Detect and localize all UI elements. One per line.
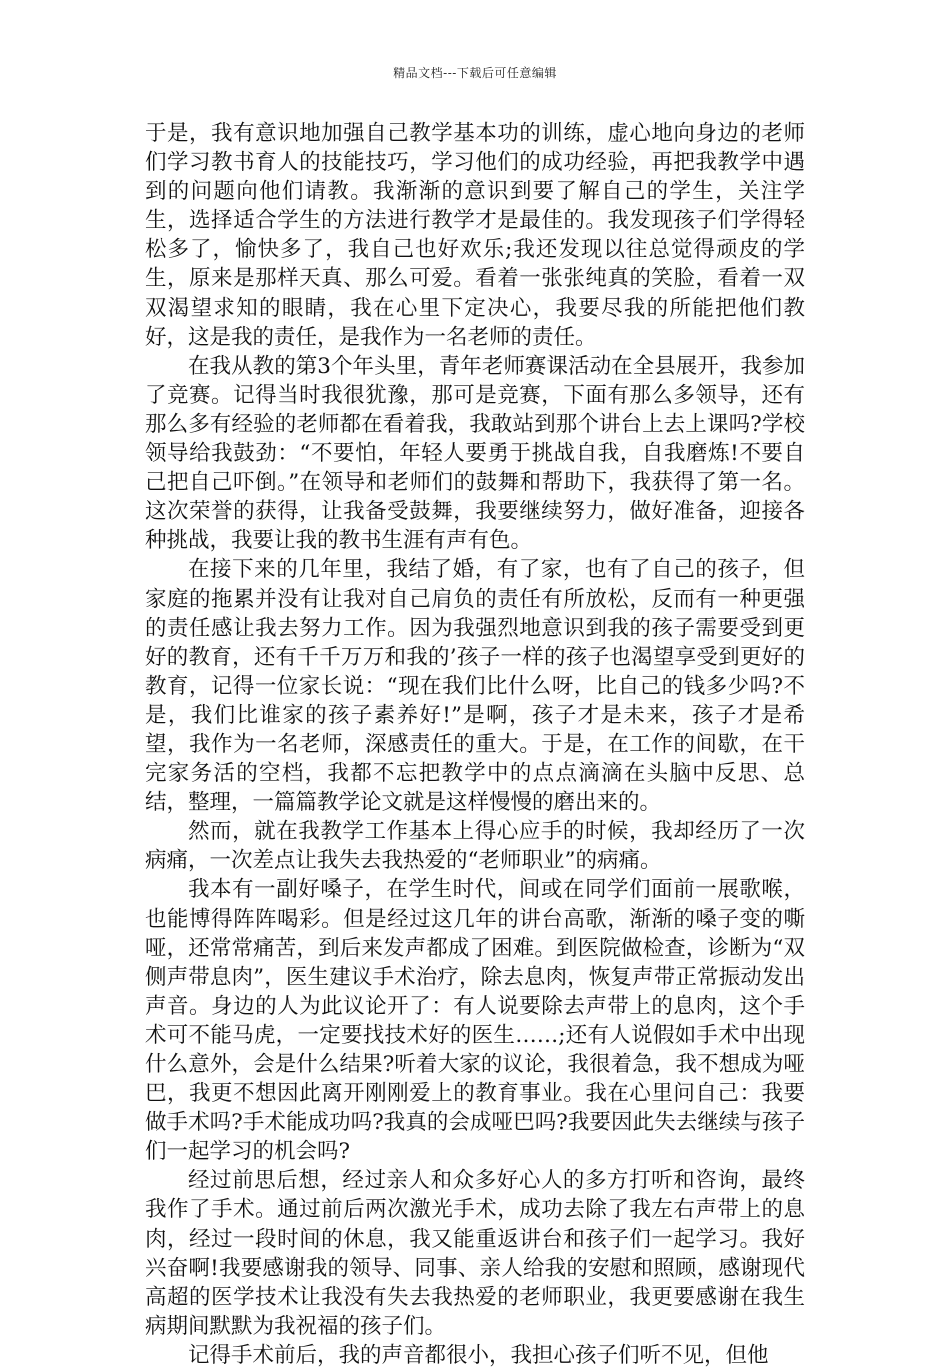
paragraph-5: 我本有一副好嗓子，在学生时代，间或在同学们面前一展歌喉，也能博得阵阵喝彩。但是经过这几年的讲台高歌，渐渐的嗓子变的嘶哑，还常常痛苦，到后来发声都成了困难。到医院做检查，诊断为“双侧声带息肉”，医生建议手术治疗，除去息肉，恢复声带正常振动发出声音。身边的人为此议论开了：有人说要除去声带上的息肉，这个手术可不能马虎，一定要找技术好的医生……;还有人说假如手术中出现什么意外，会是什么结果?听着大家的议论，我很着急，我不想成为哑巴，我更不想因此离开刚刚爱上的教育事业。我在心里问自己：我要做手术吗?手术能成功吗?我真的会成哑巴吗?我要因此失去继续与孩子们一起学习的机会吗? xyxy=(145,877,805,1165)
paragraph-7: 记得手术前后，我的声音都很小，我担心孩子们听不见，但他 xyxy=(188,1342,769,1368)
paragraph-4: 然而，就在我教学工作基本上得心应手的时候，我却经历了一次病痛，一次差点让我失去我热爱的“老师职业”的病痛。 xyxy=(145,819,805,874)
document-body xyxy=(145,119,805,1370)
page-header: 精品文档---下载后可任意编辑 xyxy=(393,66,557,80)
paragraph-6: 经过前思后想，经过亲人和众多好心人的多方打听和咨询，最终我作了手术。通过前后两次激光手术，成功去除了我左右声带上的息肉，经过一段时间的休息，我又能重返讲台和孩子们一起学习。我好兴奋啊!我要感谢我的领导、同事、亲人给我的安慰和照顾，感谢现代高超的医学技术让我没有失去我热爱的老师职业，我更要感谢在我生病期间默默为我祝福的孩子们。 xyxy=(145,1168,805,1339)
paragraph-1: 于是，我有意识地加强自己教学基本功的训练，虚心地向身边的老师们学习教书育人的技能技巧，学习他们的成功经验，再把我教学中遇到的问题向他们请教。我渐渐的意识到要了解自己的学生，关注学生，选择适合学生的方法进行教学才是最佳的。我发现孩子们学得轻松多了，愉快多了，我自己也好欢乐;我还发现以往总觉得顽皮的学生，原来是那样天真、那么可爱。看着一张张纯真的笑脸，看着一双双渴望求知的眼睛，我在心里下定决心，我要尽我的所能把他们教好，这是我的责任，是我作为一名老师的责任。 xyxy=(145,121,805,350)
paragraph-3: 在接下来的几年里，我结了婚，有了家，也有了自己的孩子，但家庭的拖累并没有让我对自己肩负的责任有所放松，反而有一种更强的责任感让我去努力工作。因为我强烈地意识到我的孩子需要受到更好的教育，还有千千万万和我的’孩子一样的孩子也渴望享受到更好的教育，记得一位家长说：“现在我们比什么呀，比自己的钱多少吗?不是，我们比谁家的孩子素养好!”是啊，孩子才是未来，孩子才是希望，我作为一名老师，深感责任的重大。于是，在工作的间歇，在干完家务活的空档，我都不忘把教学中的点点滴滴在头脑中反思、总结，整理，一篇篇教学论文就是这样慢慢的磨出来的。 xyxy=(145,557,805,816)
paragraph-2: 在我从教的第3个年头里，青年老师赛课活动在全县展开，我参加了竞赛。记得当时我很犹豫，那可是竞赛，下面有那么多领导，还有那么多有经验的老师都在看着我，我敢站到那个讲台上去上课吗?学校领导给我鼓劲：“不要怕，年轻人要勇于挑战自我，自我磨炼!不要自己把自己吓倒。”在领导和老师们的鼓舞和帮助下，我获得了第一名。这次荣誉的获得，让我备受鼓舞，我要继续努力，做好准备，迎接各种挑战，我要让我的教书生涯有声有色。 xyxy=(145,353,805,554)
